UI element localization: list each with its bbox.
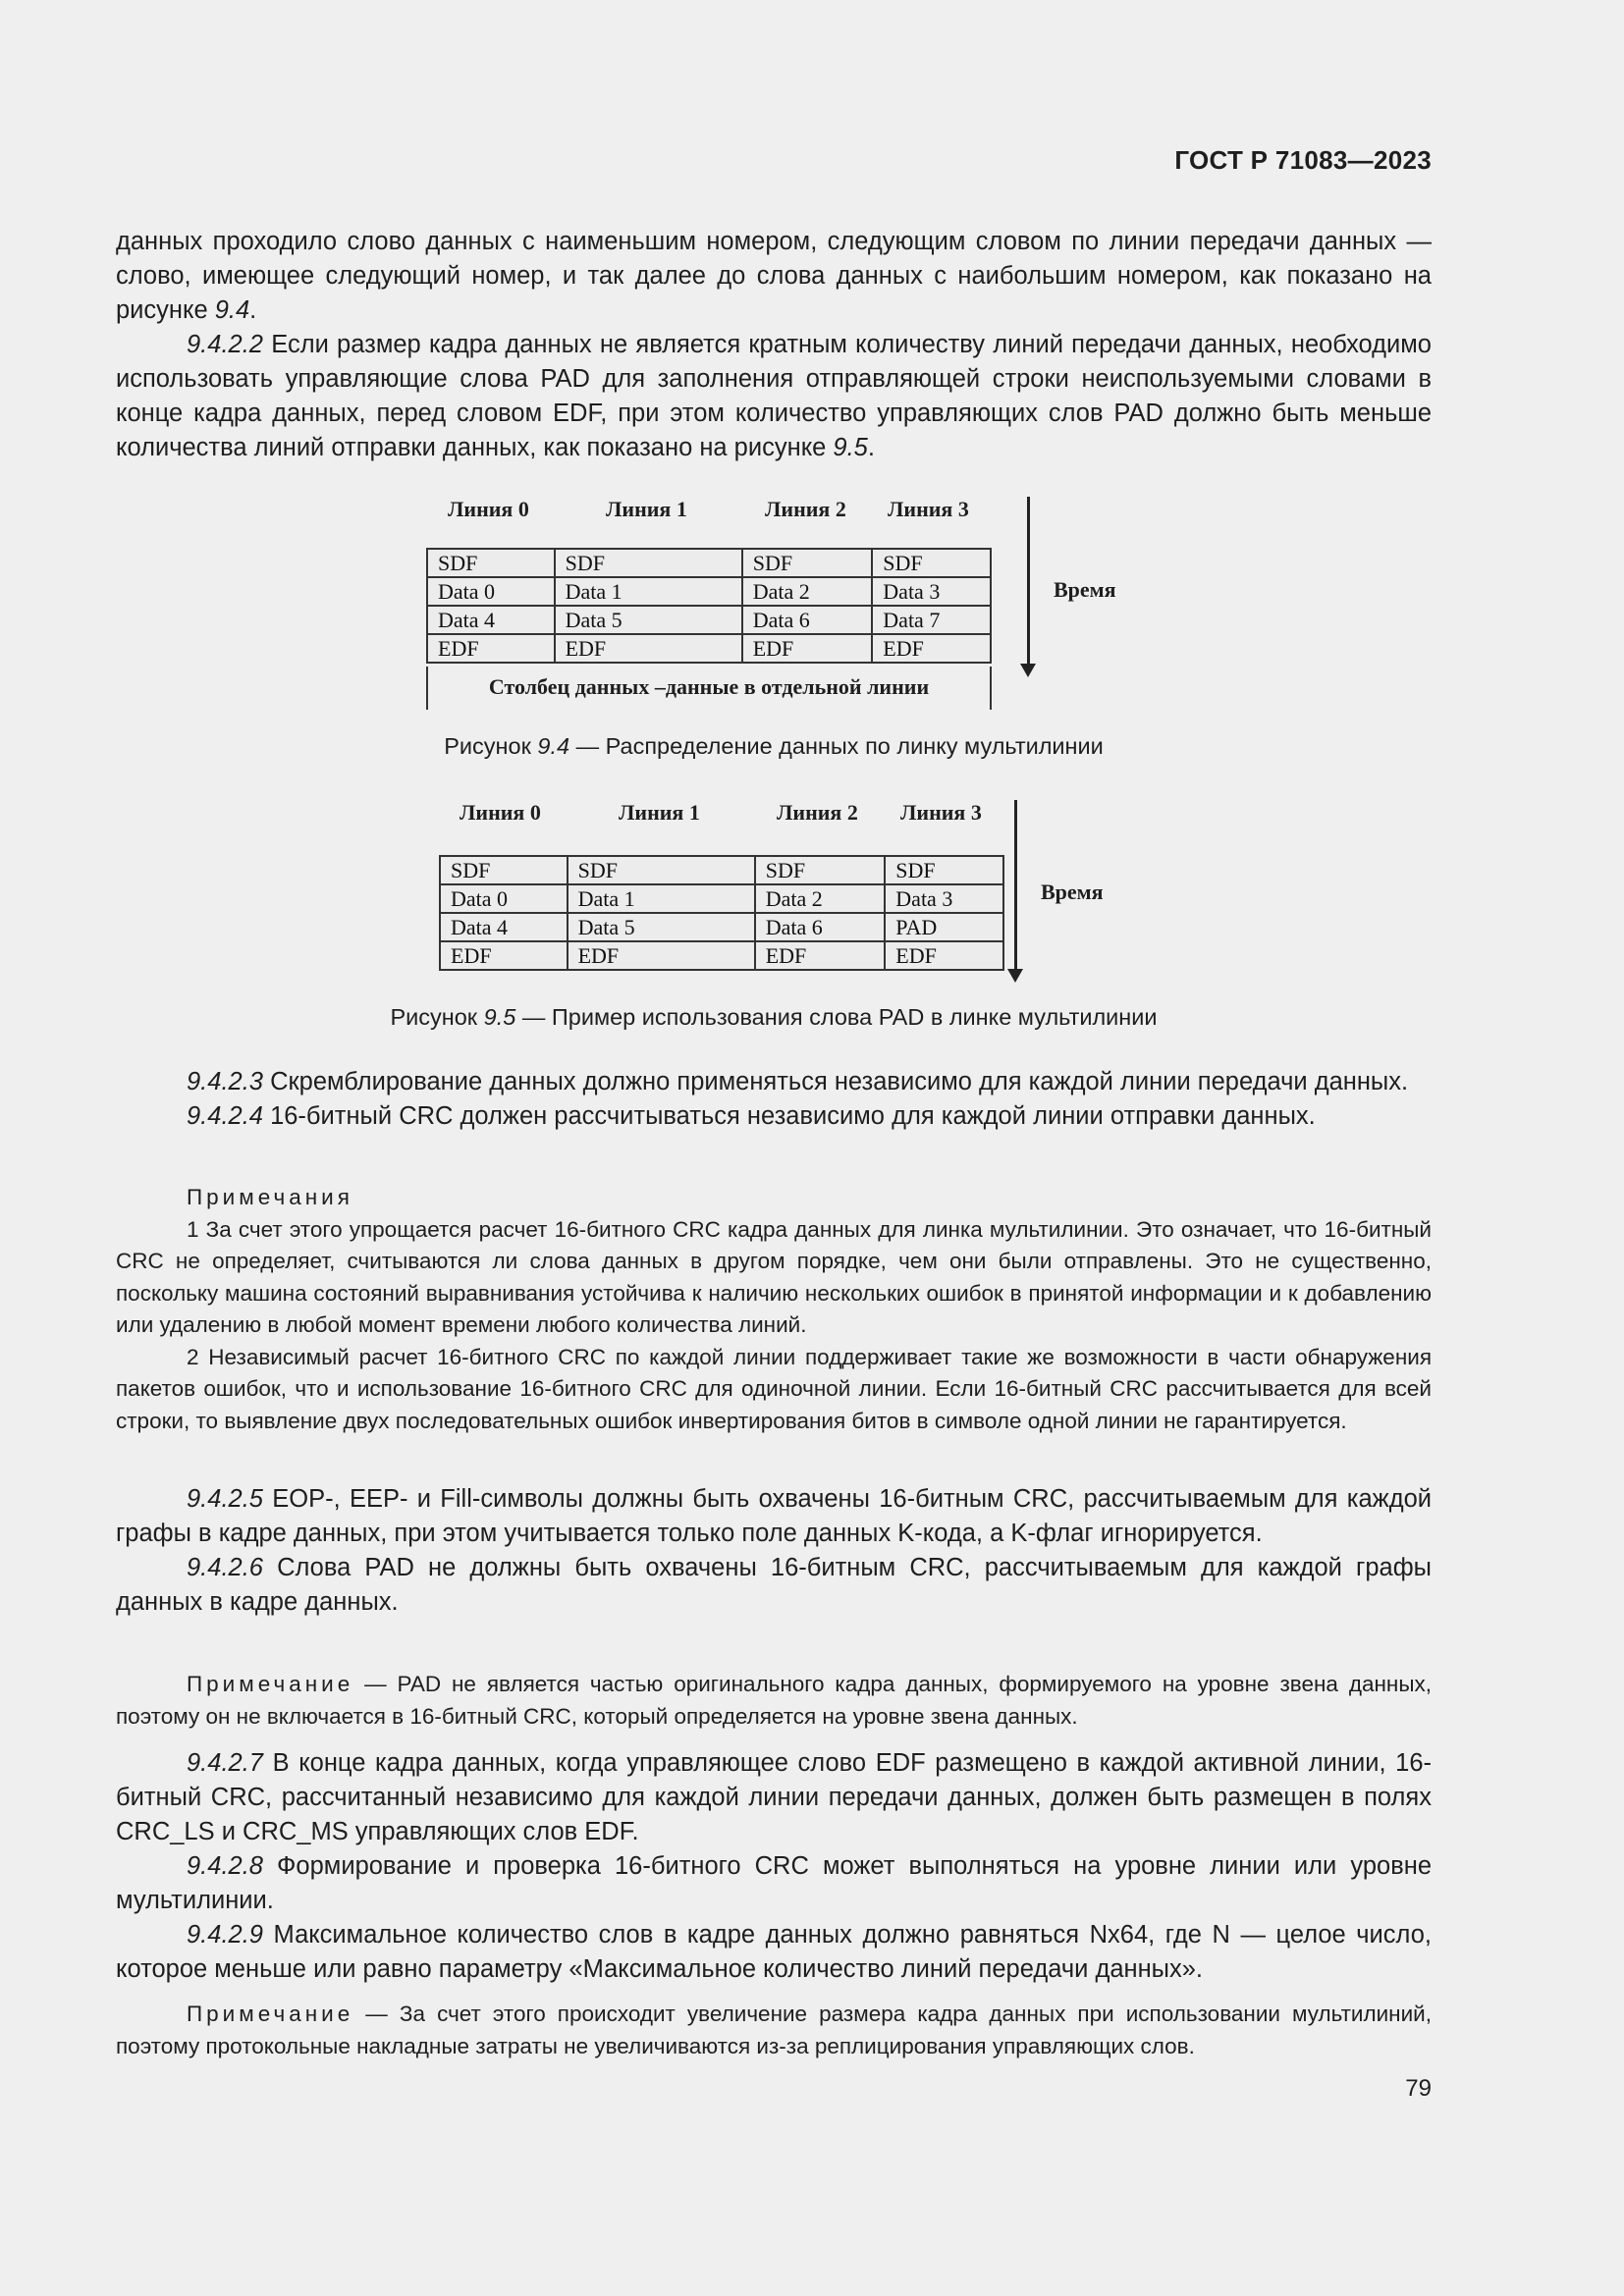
- time-label: Время: [1041, 880, 1104, 904]
- table-cell: EDF: [427, 634, 555, 663]
- note-1: 1 За счет этого упрощается расчет 16-битного CRC кадра данных для линка мультилинии. Это означает, что 16-битный CRC не определяет, считываются ли слова данных в другом порядке, чем они были отправлены. Это не существенно, поскольку машина состояний выравнивания устойчива к наличию нескольких ошибок в принятой информации и к добавлению или удалению в любой момент времени любого количества линий.: [116, 1216, 1432, 1337]
- table-cell: EDF: [742, 634, 873, 663]
- table-cell: Data 5: [555, 606, 742, 634]
- table-cell: PAD: [885, 913, 1003, 941]
- table-row: [440, 913, 1003, 941]
- table-cell: SDF: [872, 549, 991, 577]
- paragraph-9-4-2-5: 9.4.2.5 EOP-, EEP- и Fill-символы должны быть охвачены 16-битным CRC, рассчитываемым для каждой графы в кадре данных, при этом учитывается только поле данных K-кода, а K-флаг игнорируется.: [116, 1485, 1432, 1547]
- body-section-1: [116, 1065, 1432, 1134]
- note-final: Примечание — За счет этого происходит увеличение размера кадра данных при использовании мультилиний, поэтому протокольные накладные затраты не увеличиваются из-за реплицирования управляющих слов.: [116, 2002, 1432, 2058]
- paragraph-9-4-2-3: 9.4.2.3 Скремблирование данных должно применяться независимо для каждой линии передачи данных.: [187, 1068, 1409, 1095]
- notes-block: [116, 1182, 1432, 1437]
- lane-table: [439, 855, 1004, 971]
- body-section-3: [116, 1746, 1432, 1987]
- time-arrow-line: [1014, 800, 1017, 972]
- table-cell: Data 1: [555, 577, 742, 606]
- table-cell: Data 0: [440, 884, 568, 913]
- table-row: [427, 577, 991, 606]
- note-final-block: [116, 1999, 1432, 2062]
- note-pad-block: [116, 1669, 1432, 1733]
- table-cell: Data 5: [568, 913, 755, 941]
- lane-label: Линия 3: [900, 800, 982, 825]
- table-cell: EDF: [555, 634, 742, 663]
- table-row: [440, 856, 1003, 884]
- lane-label: Линия 3: [888, 497, 969, 521]
- paragraph-9-4-2-2: 9.4.2.2 Если размер кадра данных не является кратным количеству линий передачи данных, необходимо использовать управляющие слова PAD для заполнения отправляющей строки неиспользуемыми словами в конце кадра данных, перед словом EDF, при этом количество управляющих слов PAD должно быть меньше количества линий отправки данных, как показано на рисунке 9.5.: [116, 331, 1432, 461]
- paragraph-9-4-2-4: 9.4.2.4 16-битный CRC должен рассчитываться независимо для каждой линии отправки данных.: [187, 1102, 1316, 1130]
- table-cell: Data 3: [872, 577, 991, 606]
- note-2: 2 Независимый расчет 16-битного CRC по каждой линии поддерживает такие же возможности в части обнаружения пакетов ошибок, что и использование 16-битного CRC для одиночной линии. Если 16-битный CRC рассчитывается для всей строки, то выявление двух последовательных ошибок инвертирования битов в символе одной линии не гарантируется.: [116, 1344, 1432, 1433]
- table-cell: EDF: [755, 941, 886, 970]
- paragraph-continued: данных проходило слово данных с наименьшим номером, следующим словом по линии передачи данных — слово, имеющее следующий номер, и так далее до слова данных с наибольшим номером, как показано на рисунке 9.4.: [116, 228, 1432, 324]
- table-cell: SDF: [555, 549, 742, 577]
- notes-title: Примечания: [187, 1185, 353, 1209]
- table-row: [427, 549, 991, 577]
- table-cell: Data 4: [440, 913, 568, 941]
- table-cell: SDF: [885, 856, 1003, 884]
- lane-label: Линия 2: [777, 800, 858, 825]
- table-cell: SDF: [440, 856, 568, 884]
- table-cell: Data 4: [427, 606, 555, 634]
- figure-9-5-caption: Рисунок 9.5 — Пример использования слова PAD в линке мультилинии: [390, 1004, 1158, 1030]
- table-cell: Data 7: [872, 606, 991, 634]
- lane-label: Линия 1: [606, 497, 687, 521]
- table-row: [440, 941, 1003, 970]
- table-row: [427, 606, 991, 634]
- table-cell: Data 1: [568, 884, 755, 913]
- arrow-down-icon: [1007, 969, 1023, 983]
- paragraph-9-4-2-6: 9.4.2.6 Слова PAD не должны быть охвачены 16-битным CRC, рассчитываемым для каждой графы данных в кадре данных.: [116, 1554, 1432, 1616]
- table-cell: EDF: [885, 941, 1003, 970]
- bracket-label: Столбец данных –данные в отдельной линии: [488, 674, 930, 699]
- table-row: [440, 884, 1003, 913]
- document-header: ГОСТ Р 71083—2023: [1174, 145, 1432, 175]
- table-cell: Data 2: [742, 577, 873, 606]
- arrow-down-icon: [1020, 664, 1036, 677]
- lane-table: [426, 548, 992, 664]
- body-section-2: [116, 1482, 1432, 1620]
- time-arrow-line: [1027, 497, 1030, 666]
- lane-label: Линия 2: [765, 497, 846, 521]
- table-row: [427, 634, 991, 663]
- paragraph-9-4-2-9: 9.4.2.9 Максимальное количество слов в кадре данных должно равняться Nx64, где N — целое число, которое меньше или равно параметру «Максимальное количество линий передачи данных».: [116, 1921, 1432, 1983]
- time-label: Время: [1054, 577, 1116, 602]
- table-cell: EDF: [568, 941, 755, 970]
- page-number: 79: [1405, 2075, 1432, 2102]
- table-cell: Data 2: [755, 884, 886, 913]
- lane-label: Линия 0: [448, 497, 529, 521]
- figure-9-4-caption: Рисунок 9.4 — Распределение данных по линку мультилинии: [444, 733, 1104, 759]
- table-cell: Data 6: [742, 606, 873, 634]
- table-cell: Data 3: [885, 884, 1003, 913]
- table-cell: SDF: [568, 856, 755, 884]
- table-cell: SDF: [742, 549, 873, 577]
- table-cell: Data 6: [755, 913, 886, 941]
- intro-text: [116, 225, 1432, 465]
- table-cell: SDF: [755, 856, 886, 884]
- paragraph-9-4-2-7: 9.4.2.7 В конце кадра данных, когда управляющее слово EDF размещено в каждой активной линии, 16-битный CRC, рассчитанный независимо для каждой линии передачи данных, должен быть размещен в полях CRC_LS и CRC_MS управляющих слов EDF.: [116, 1749, 1432, 1845]
- paragraph-9-4-2-8: 9.4.2.8 Формирование и проверка 16-битного CRC может выполняться на уровне линии или уровне мультилинии.: [116, 1852, 1432, 1914]
- table-cell: Data 0: [427, 577, 555, 606]
- table-cell: EDF: [440, 941, 568, 970]
- note-pad: Примечание — PAD не является частью оригинального кадра данных, формируемого на уровне звена данных, поэтому он не включается в 16-битный CRC, который определяется на уровне звена данных.: [116, 1672, 1432, 1729]
- table-cell: EDF: [872, 634, 991, 663]
- table-cell: SDF: [427, 549, 555, 577]
- lane-label: Линия 0: [460, 800, 541, 825]
- lane-label: Линия 1: [619, 800, 700, 825]
